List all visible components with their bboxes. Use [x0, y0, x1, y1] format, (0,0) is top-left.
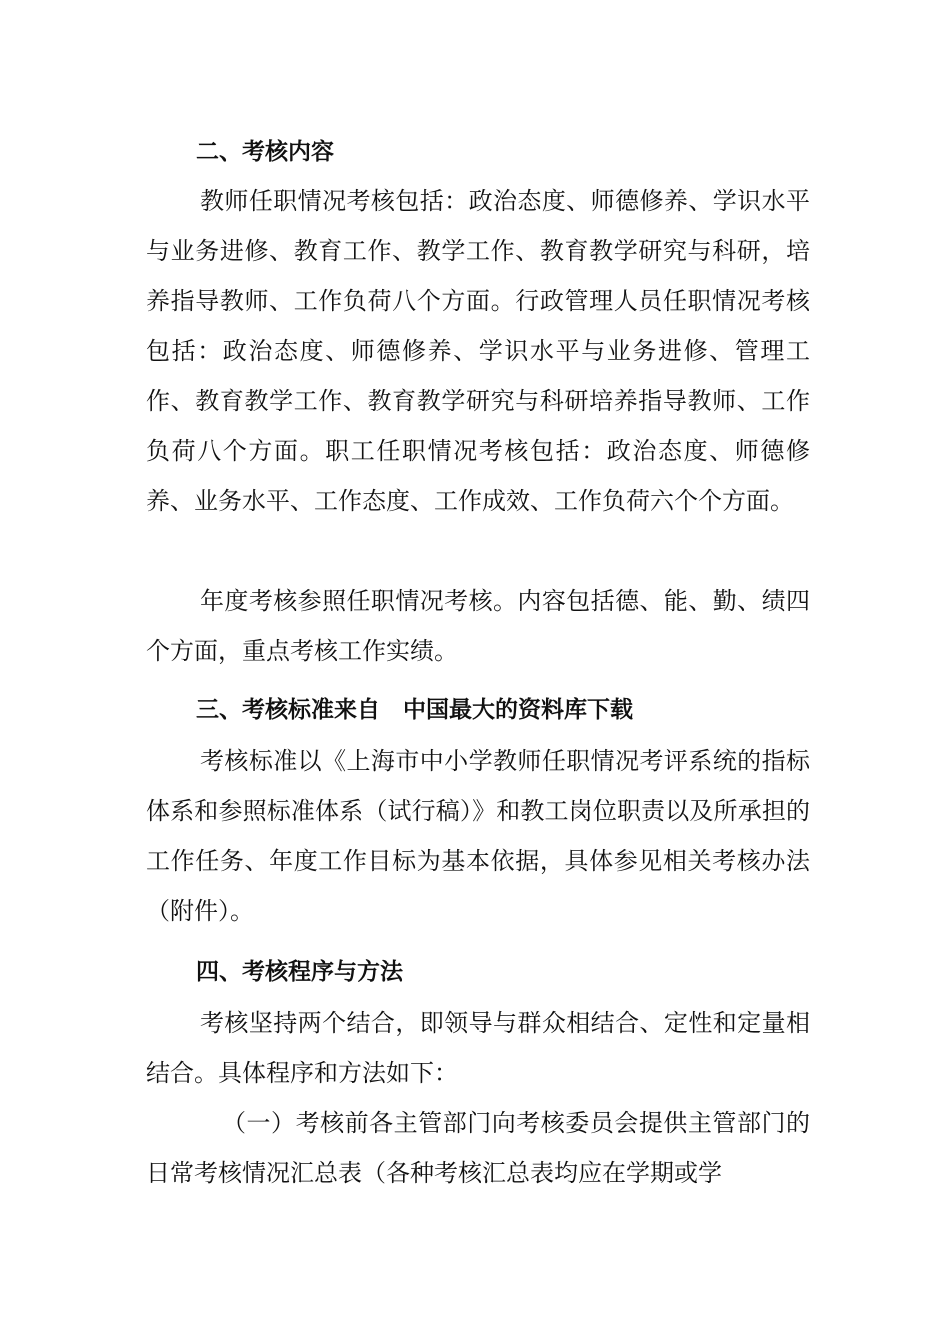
- paragraph-annual-assessment: 年度考核参照任职情况考核。内容包括德、能、勤、绩四个方面，重点考核工作实绩。: [146, 587, 810, 665]
- paragraph-two-combinations: 考核坚持两个结合，即领导与群众相结合、定性和定量相结合。具体程序和方法如下：: [146, 1009, 810, 1087]
- section-heading-content: 二、考核内容: [196, 139, 334, 165]
- paragraph-standards: 考核标准以《上海市中小学教师任职情况考评系统的指标体系和参照标准体系（试行稿）》和教工岗位职责以及所承担的工作任务、年度工作目标为基本依据，具体参见相关考核办法（附件）。: [146, 747, 810, 925]
- paragraph-job-assessment: 教师任职情况考核包括：政治态度、师德修养、学识水平与业务进修、教育工作、教学工作、教育教学研究与科研，培养指导教师、工作负荷八个方面。行政管理人员任职情况考核包括：政治态度、师德修养、学识水平与业务进修、管理工作、教育教学工作、教育教学研究与科研培养指导教师、工作负荷八个方面。职工任职情况考核包括：政治态度、师德修养、业务水平、工作态度、工作成效、工作负荷六个个方面。: [146, 187, 810, 515]
- section-heading-standards: 三、考核标准来自 中国最大的资料库下载: [196, 697, 633, 723]
- section-heading-procedure: 四、考核程序与方法: [196, 959, 403, 985]
- paragraph-procedure-step-1: （一）考核前各主管部门向考核委员会提供主管部门的日常考核情况汇总表（各种考核汇总表均应在学期或学: [146, 1109, 810, 1187]
